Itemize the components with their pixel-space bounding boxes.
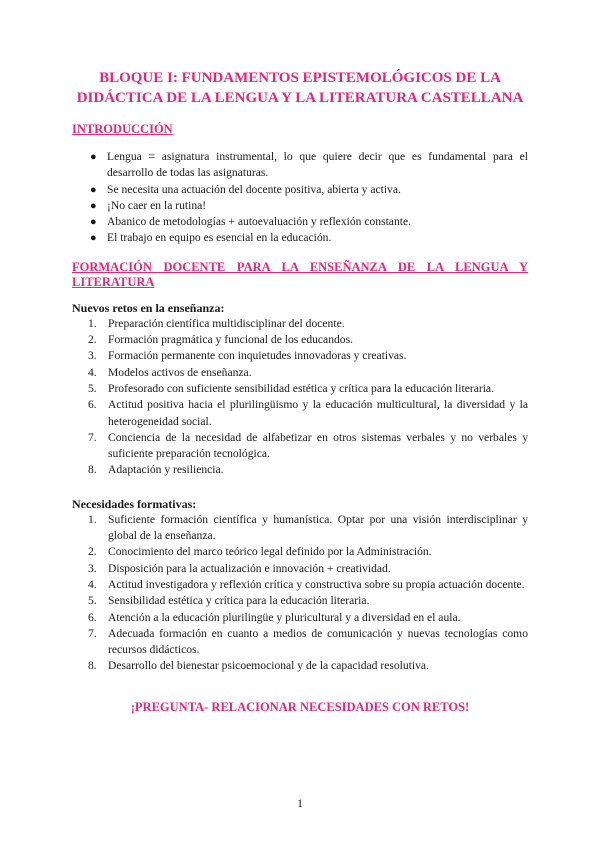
list-item-text: Abanico de metodologías + autoevaluación y reflexión constante.: [107, 215, 412, 229]
list-item: [72, 561, 528, 577]
list-item: [90, 214, 528, 230]
document-title: BLOQUE I: FUNDAMENTOS EPISTEMOLÓGICOS DE LA DIDÁCTICA DE LA LENGUA Y LA LITERATURA CASTELLANA: [76, 70, 524, 106]
list-item: [72, 348, 528, 364]
subheading-nuevos-retos: Nuevos retos en la enseñanza:: [72, 300, 225, 315]
bullet-icon: ●: [90, 216, 97, 229]
list-item: [72, 658, 528, 674]
bullet-icon: ●: [90, 232, 97, 245]
necesidades-numbered-list: [72, 512, 528, 675]
list-item-text: ¡No caer en la rutina!: [107, 198, 207, 212]
list-item-text: Desarrollo del bienestar psicoemocional y de la capacidad resolutiva.: [108, 659, 429, 673]
list-item: [72, 593, 528, 609]
list-item-text: Actitud investigadora y reflexión crítica y constructiva sobre su propia actuación docente.: [108, 577, 525, 591]
list-item: [72, 462, 528, 478]
list-item-text: Se necesita una actuación del docente positiva, abierta y activa.: [107, 182, 401, 196]
list-number: 8.: [88, 463, 97, 477]
list-item: [90, 182, 528, 198]
bullet-icon: ●: [90, 199, 97, 212]
list-item: [72, 610, 528, 626]
list-item: [90, 230, 528, 246]
section-heading-formacion-docente: FORMACIÓN DOCENTE PARA LA ENSEÑANZA DE LA LENGUA Y LITERATURA: [72, 259, 528, 289]
list-item: [72, 316, 528, 332]
list-item-text: Conocimiento del marco teórico legal definido por la Administración.: [108, 545, 432, 559]
list-item-text: Conciencia de la necesidad de alfabetizar en otros sistemas verbales y no verbales y suficiente preparación tecnológica.: [108, 430, 528, 461]
section-heading-introduccion: INTRODUCCIÓN: [72, 122, 173, 136]
list-number: 7.: [88, 430, 97, 444]
list-number: 6.: [88, 398, 97, 412]
list-item-text: Adaptación y resiliencia.: [108, 463, 224, 477]
list-item-text: Sensibilidad estética y crítica para la educación literaria.: [108, 594, 370, 608]
list-item-text: Disposición para la actualización e innovación + creatividad.: [108, 561, 391, 575]
list-number: 1.: [88, 512, 97, 526]
list-item-text: Actitud positiva hacia el plurilingüismo y la educación multicultural, la diversidad y la heterogeneidad social.: [108, 398, 528, 428]
list-number: 3.: [88, 561, 97, 575]
list-item-text: Formación pragmática y funcional de los educandos.: [108, 333, 354, 347]
list-number: 8.: [88, 659, 97, 673]
question-callout: ¡PREGUNTA- RELACIONAR NECESIDADES CON RETOS!: [130, 699, 470, 714]
list-item: [72, 626, 528, 659]
document-page: [72, 68, 528, 715]
list-number: 4.: [88, 365, 97, 379]
list-item-text: El trabajo en equipo es esencial en la educación.: [107, 231, 332, 245]
list-item: [72, 381, 528, 397]
list-item: [72, 512, 528, 545]
page-number: 1: [297, 796, 303, 810]
list-item: [72, 544, 528, 560]
list-item: [72, 365, 528, 381]
list-item-text: Preparación científica multidisciplinar del docente.: [108, 316, 345, 330]
list-number: 4.: [88, 577, 97, 591]
list-item-text: Suficiente formación científica y humanística. Optar por una visión interdisciplinar y global de la enseñanza.: [108, 512, 528, 543]
list-item-text: Atención a la educación plurilingüe y pluricultural y a diversidad en el aula.: [108, 610, 461, 624]
list-item-text: Modelos activos de enseñanza.: [108, 365, 252, 379]
list-item-text: Adecuada formación en cuanto a medios de comunicación y nuevas tecnologías como recursos didácticos.: [108, 626, 528, 657]
list-number: 5.: [88, 381, 97, 395]
list-number: 1.: [88, 316, 97, 330]
list-number: 2.: [88, 333, 97, 347]
retos-numbered-list: [72, 316, 528, 479]
list-item: [72, 397, 528, 430]
subheading-necesidades-formativas: Necesidades formativas:: [72, 496, 197, 511]
list-item-text: Lengua = asignatura instrumental, lo que quiere decir que es fundamental para el desarrollo de todas las asignaturas.: [107, 150, 528, 180]
list-item: [90, 149, 528, 182]
list-item: [90, 198, 528, 214]
list-number: 6.: [88, 610, 97, 624]
list-number: 3.: [88, 349, 97, 363]
list-number: 2.: [88, 545, 97, 559]
list-number: 7.: [88, 626, 97, 640]
list-number: 5.: [88, 594, 97, 608]
bullet-icon: ●: [90, 151, 97, 163]
list-item-text: Profesorado con suficiente sensibilidad estética y crítica para la educación literaria.: [108, 381, 494, 395]
list-item-text: Formación permanente con inquietudes innovadoras y creativas.: [108, 349, 407, 363]
intro-bullet-list: [72, 149, 528, 247]
bullet-icon: ●: [90, 183, 97, 196]
list-item: [72, 430, 528, 463]
list-item: [72, 577, 528, 593]
list-item: [72, 332, 528, 348]
